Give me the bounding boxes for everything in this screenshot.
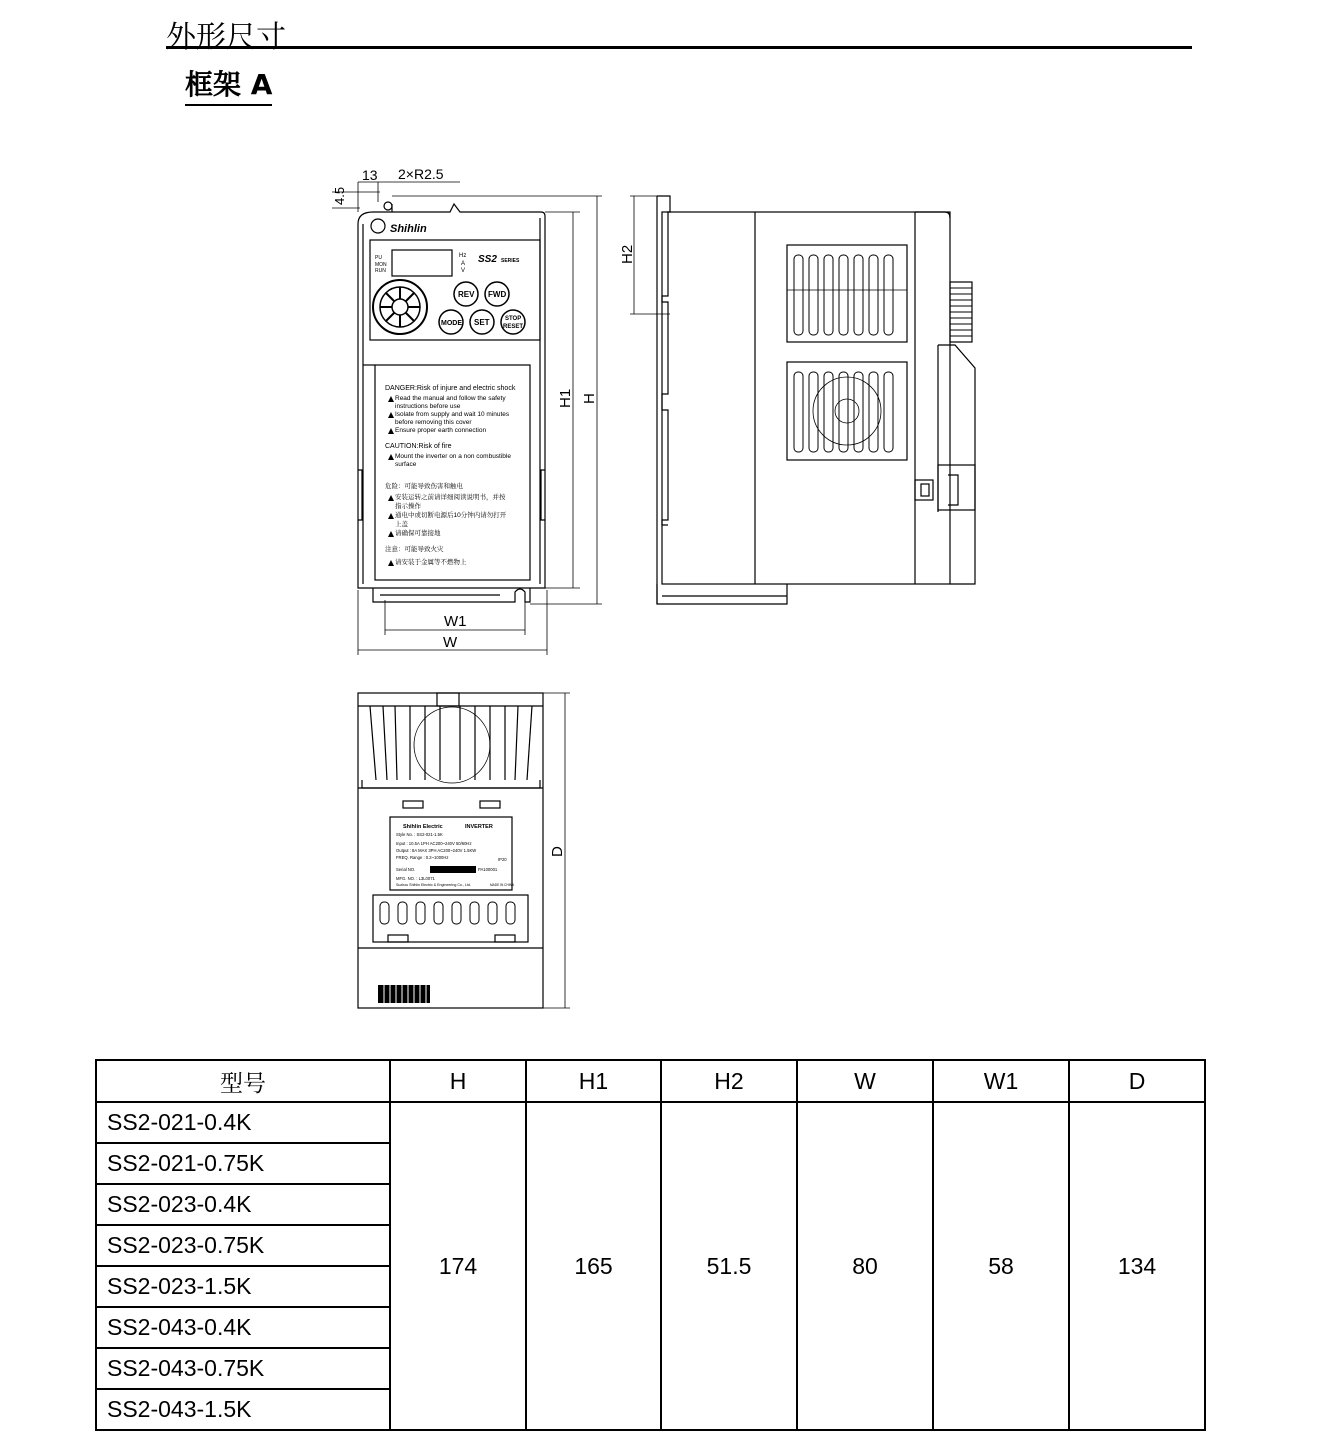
np-ip: IP20: [498, 857, 507, 862]
np-brand: Shihlin Electric: [403, 824, 443, 830]
rev-label: REV: [458, 290, 475, 299]
warn-danger-title: DANGER:Risk of injure and electric shock: [385, 385, 516, 392]
led-a: A: [461, 261, 466, 267]
svg-text:RUN: RUN: [375, 268, 386, 274]
value-d: 134: [1069, 1102, 1205, 1430]
bottom-lower-slots: [380, 902, 515, 924]
heading-title: 外形尺寸: [166, 20, 286, 55]
warn-caution-1a: Mount the inverter on a non combustible: [395, 453, 511, 460]
svg-text:MON: MON: [375, 262, 387, 268]
warn-danger-3: Ensure proper earth connection: [395, 427, 487, 434]
front-view: [332, 166, 602, 655]
np-barcode: [430, 866, 476, 873]
warn-cn-title: 危险：可能导致伤害和触电: [385, 483, 463, 490]
model-cell: SS2-023-0.4K: [96, 1184, 390, 1225]
value-h: 174: [390, 1102, 526, 1430]
header-h1: H1: [526, 1060, 661, 1102]
fwd-label: FWD: [488, 290, 507, 299]
value-w1: 58: [933, 1102, 1069, 1430]
stop-label: STOP: [505, 316, 522, 322]
np-type: INVERTER: [465, 824, 493, 830]
stop-reset-button: [501, 310, 525, 334]
panel-series: SS2: [478, 254, 497, 265]
header-model: 型号: [96, 1060, 390, 1102]
warn-danger-1a: Read the manual and follow the safety: [395, 395, 506, 402]
warn-cn-3: 请确保可靠接地: [395, 530, 441, 537]
label-h: H: [581, 393, 598, 404]
np-made: MADE IN CHINA: [490, 883, 515, 887]
table-header-row: [96, 1060, 1205, 1102]
header-d: D: [1069, 1060, 1205, 1102]
label-h1: H1: [557, 388, 574, 408]
value-w: 80: [797, 1102, 933, 1430]
model-cell: SS2-021-0.4K: [96, 1102, 390, 1143]
np-output: Output : 8A MAX 3PH AC200~240V 1.5KW: [396, 848, 477, 853]
header-w: W: [797, 1060, 933, 1102]
dimension-table: [95, 1059, 1206, 1431]
led-hz: Hz: [459, 253, 467, 259]
warn-cn-2a: 通电中或切断电源后10分钟内请勿打开: [395, 512, 507, 519]
table-row: [96, 1102, 1205, 1143]
set-label: SET: [474, 318, 490, 327]
warn-cn-1b: 指示操作: [395, 503, 421, 510]
model-cell: SS2-023-1.5K: [96, 1266, 390, 1307]
panel-series-suffix: SERIES: [501, 258, 520, 264]
warn-cn-1a: 安装运转之前请详细阅读说明书，并按: [395, 494, 506, 501]
model-cell: SS2-043-0.75K: [96, 1348, 390, 1389]
mode-label: MODE: [441, 320, 462, 327]
dim-4-5: 4.5: [332, 186, 347, 205]
upper-vent-slots: [794, 255, 893, 335]
warn-cn-4: 请安装于金属等不燃物上: [395, 559, 467, 566]
side-view: [619, 196, 975, 604]
warn-cn-caution: 注意：可能导致火灾: [385, 546, 444, 553]
header-h: H: [390, 1060, 526, 1102]
frame-subheading: 框架 A: [185, 66, 272, 106]
np-serial: Serial NO.: [396, 867, 416, 872]
lower-vent-slots: [794, 372, 893, 452]
np-input: Input : 10.5A 1PH AC200~240V 50/60Hz: [396, 841, 472, 846]
label-h2: H2: [619, 244, 636, 264]
np-mfg: MFG. NO. : L3L0071: [396, 876, 435, 881]
dim-radius: 2×R2.5: [398, 166, 444, 182]
warning-triangles: [388, 396, 394, 566]
reset-label: RESET: [503, 324, 524, 330]
warn-caution-1b: surface: [395, 461, 417, 468]
model-cell: SS2-021-0.75K: [96, 1143, 390, 1184]
knob-ridges: [950, 288, 972, 336]
label-w: W: [443, 634, 458, 651]
dim-13: 13: [362, 167, 378, 183]
header-h2: H2: [661, 1060, 797, 1102]
led-v: V: [461, 268, 466, 274]
warn-cn-2b: 上盖: [395, 521, 408, 528]
warn-danger-2b: before removing this cover: [395, 419, 472, 426]
model-cell: SS2-043-0.4K: [96, 1307, 390, 1348]
np-serial-code: PA100001: [478, 867, 498, 872]
bottom-view: [358, 693, 570, 1008]
warn-caution-title: CAUTION:Risk of fire: [385, 443, 452, 450]
label-d: D: [549, 846, 566, 857]
np-freq: FREQ. Range : 0.2~1000Hz: [396, 855, 449, 860]
bottom-knob: [378, 985, 430, 1003]
bottom-vent-slots: [370, 706, 532, 780]
warn-danger-1b: instructions before use: [395, 403, 461, 410]
np-style: Style No. : SS2-021-1.5K: [396, 832, 443, 837]
panel-brand: Shihlin: [390, 223, 427, 235]
value-h2: 51.5: [661, 1102, 797, 1430]
header-w1: W1: [933, 1060, 1069, 1102]
value-h1: 165: [526, 1102, 661, 1430]
label-w1: W1: [444, 613, 467, 630]
svg-text:PU: PU: [375, 255, 382, 261]
np-maker: Suzhou Shihlin Electric & Engineering Co., Ltd.: [396, 883, 471, 887]
warn-danger-2a: Isolate from supply and wait 10 minutes: [395, 411, 510, 418]
model-cell: SS2-023-0.75K: [96, 1225, 390, 1266]
model-cell: SS2-043-1.5K: [96, 1389, 390, 1430]
